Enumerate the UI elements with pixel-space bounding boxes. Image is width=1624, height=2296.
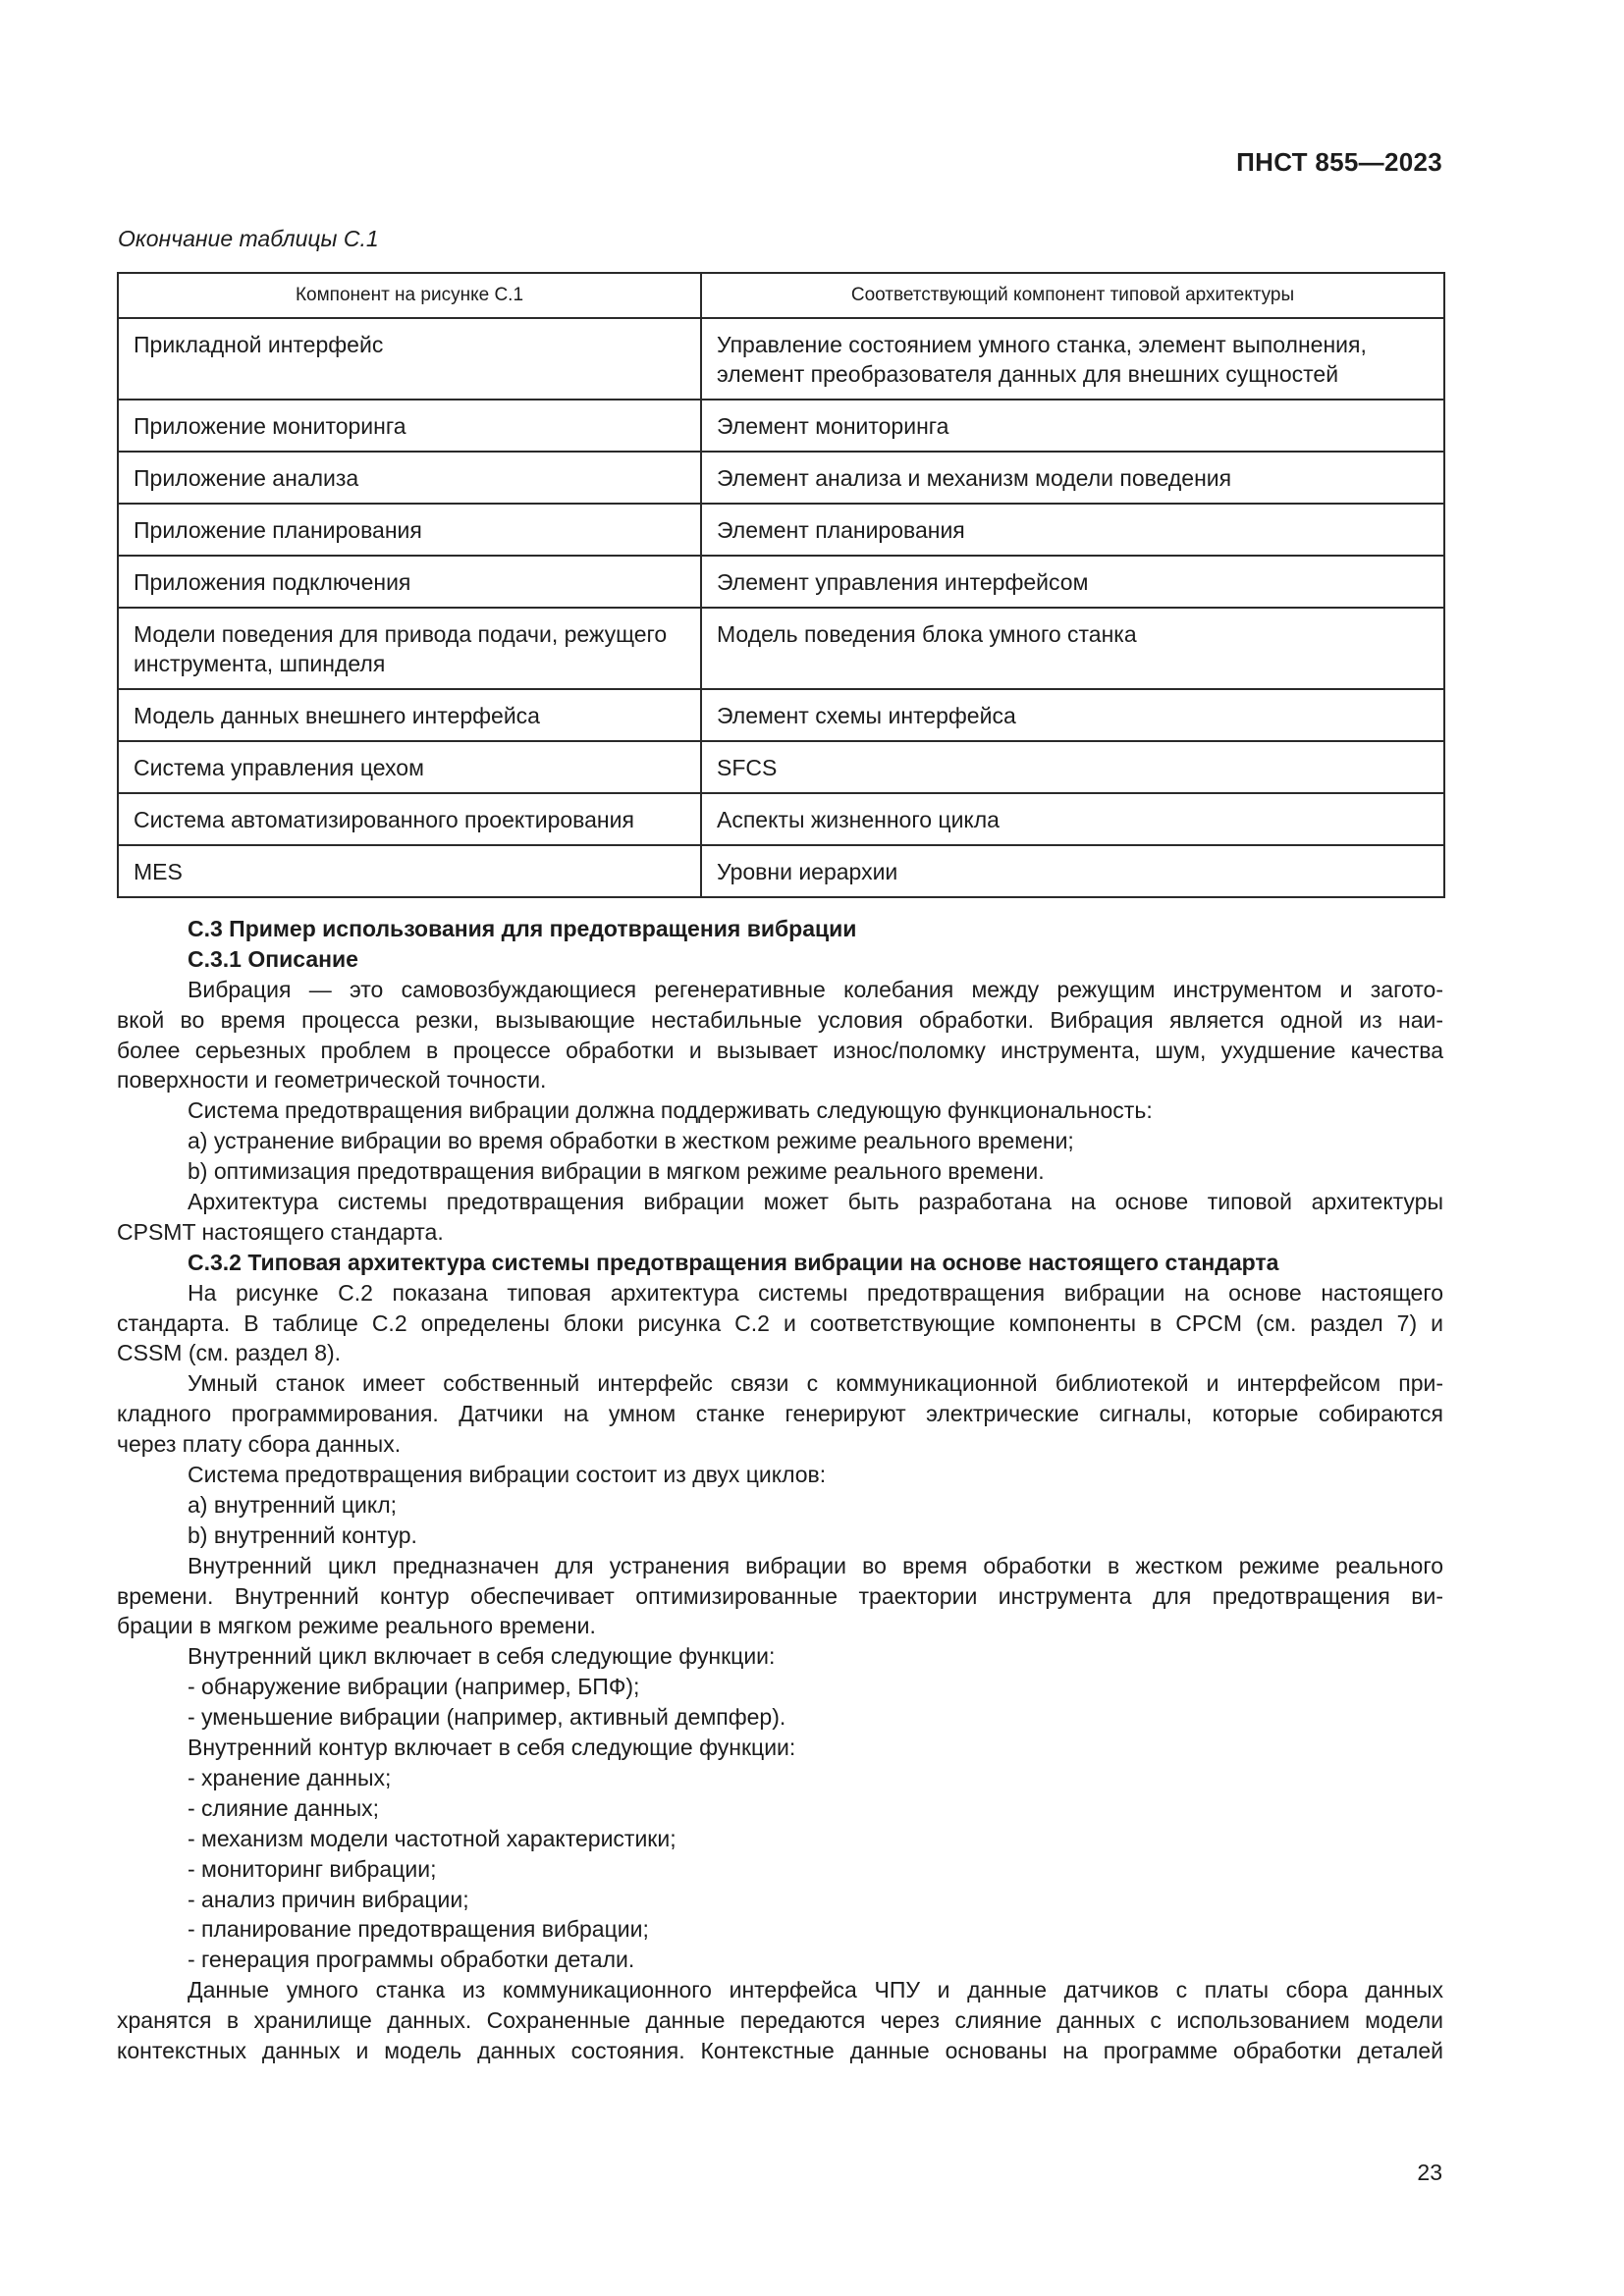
paragraph-line: Данные умного станка из коммуникационного интерфейса ЧПУ и данные датчиков с платы сбора данных xyxy=(188,1977,1443,2003)
list-item: b) внутренний контур. xyxy=(188,1522,417,1548)
list-item: - планирование предотвращения вибрации; xyxy=(188,1916,649,1943)
paragraph-line: кладного программирования. Датчики на умном станке генерируют электрические сигналы, которые собираются xyxy=(117,1401,1443,1427)
list-item: a) внутренний цикл; xyxy=(188,1491,398,1518)
paragraph-line: Архитектура системы предотвращения вибрации может быть разработана на основе типовой архитектуры xyxy=(188,1189,1443,1215)
list-item: - мониторинг вибрации; xyxy=(188,1855,437,1882)
paragraph-line: Внутренний контур включает в себя следующие функции: xyxy=(188,1735,796,1761)
paragraph-line: хранятся в хранилище данных. Сохраненные данные передаются через слияние данных с использованием модели xyxy=(117,2007,1443,2034)
subsection-heading: С.3.2 Типовая архитектура системы предотвращения вибрации на основе настоящего стандарта xyxy=(188,1249,1279,1275)
table-row xyxy=(118,608,1444,689)
list-item: - генерация программы обработки детали. xyxy=(188,1947,635,1973)
paragraph-line: CPSMT настоящего стандарта. xyxy=(117,1218,444,1245)
list-item: a) устранение вибрации во время обработки в жестком режиме реального времени; xyxy=(188,1128,1074,1154)
component-cell: Приложение мониторинга xyxy=(118,400,701,452)
architecture-cell: Элемент планирования xyxy=(701,504,1444,556)
architecture-cell: Аспекты жизненного цикла xyxy=(701,793,1444,845)
component-cell: Приложения подключения xyxy=(118,556,701,608)
paragraph-line: контекстных данных и модель данных состояния. Контекстные данные основаны на программе обработки деталей xyxy=(117,2037,1443,2063)
architecture-cell: Уровни иерархии xyxy=(701,845,1444,897)
component-cell: Приложение анализа xyxy=(118,452,701,504)
table-row xyxy=(118,845,1444,897)
table-caption: Окончание таблицы С.1 xyxy=(118,226,379,251)
list-item: - уменьшение вибрации (например, активный демпфер). xyxy=(188,1704,786,1731)
component-cell: Прикладной интерфейс xyxy=(118,318,701,400)
component-cell: MES xyxy=(118,845,701,897)
paragraph-line: CSSM (см. раздел 8). xyxy=(117,1340,342,1366)
paragraph-line: стандарта. В таблице С.2 определены блоки рисунка С.2 и соответствующие компоненты в CPCM (см. раздел 7) и xyxy=(117,1309,1443,1336)
component-cell: Модели поведения для привода подачи, режущего инструмента, шпинделя xyxy=(118,608,701,689)
paragraph-line: более серьезных проблем в процессе обработки и вызывает износ/поломку инструмента, шум, ухудшение качества xyxy=(117,1037,1443,1063)
architecture-cell: Элемент анализа и механизм модели поведения xyxy=(701,452,1444,504)
paragraph-line: вкой во время процесса резки, вызывающие нестабильные условия обработки. Вибрация является одной из наи- xyxy=(117,1006,1443,1033)
table-header-component: Компонент на рисунке С.1 xyxy=(118,273,701,318)
list-item: - механизм модели частотной характеристики; xyxy=(188,1825,677,1851)
paragraph-line: Система предотвращения вибрации состоит из двух циклов: xyxy=(188,1462,827,1488)
component-cell: Приложение планирования xyxy=(118,504,701,556)
list-item: - хранение данных; xyxy=(188,1764,392,1790)
section-heading: С.3 Пример использования для предотвращения вибрации xyxy=(188,916,857,941)
architecture-cell: Модель поведения блока умного станка xyxy=(701,608,1444,689)
component-cell: Модель данных внешнего интерфейса xyxy=(118,689,701,741)
paragraph-line: через плату сбора данных. xyxy=(117,1431,402,1458)
table-header-architecture: Соответствующий компонент типовой архитектуры xyxy=(701,273,1444,318)
paragraph-line: Умный станок имеет собственный интерфейс связи с коммуникационной библиотекой и интерфейсом при- xyxy=(188,1370,1443,1397)
component-cell: Система автоматизированного проектирования xyxy=(118,793,701,845)
architecture-cell: Элемент управления интерфейсом xyxy=(701,556,1444,608)
table-row xyxy=(118,556,1444,608)
architecture-cell: Управление состоянием умного станка, элемент выполнения, элемент преобразователя данных для внешних сущностей xyxy=(701,318,1444,400)
table-row xyxy=(118,452,1444,504)
paragraph-line: Внутренний цикл включает в себя следующие функции: xyxy=(188,1643,776,1670)
table-row xyxy=(118,318,1444,400)
list-item: b) оптимизация предотвращения вибрации в мягком режиме реального времени. xyxy=(188,1158,1045,1185)
paragraph-line: Вибрация — это самовозбуждающиеся регенеративные колебания между режущим инструментом и загото- xyxy=(188,976,1443,1002)
list-item: - обнаружение вибрации (например, БПФ); xyxy=(188,1674,640,1700)
table-header-row xyxy=(118,273,1444,318)
page-number: 23 xyxy=(1417,2160,1442,2185)
paragraph-line: брации в мягком режиме реального времени. xyxy=(117,1613,596,1639)
list-item: - слияние данных; xyxy=(188,1794,380,1821)
document-code: ПНСТ 855—2023 xyxy=(1236,147,1442,177)
paragraph-line: поверхности и геометрической точности. xyxy=(117,1067,547,1094)
list-item: - анализ причин вибрации; xyxy=(188,1886,469,1912)
architecture-cell: Элемент мониторинга xyxy=(701,400,1444,452)
body-text xyxy=(117,914,1443,2066)
component-cell: Система управления цехом xyxy=(118,741,701,793)
paragraph-line: Система предотвращения вибрации должна поддерживать следующую функциональность: xyxy=(188,1097,1153,1124)
table-row xyxy=(118,741,1444,793)
architecture-cell: Элемент схемы интерфейса xyxy=(701,689,1444,741)
table-row xyxy=(118,689,1444,741)
components-table xyxy=(117,272,1445,898)
architecture-cell: SFCS xyxy=(701,741,1444,793)
table-row xyxy=(118,504,1444,556)
paragraph-line: времени. Внутренний контур обеспечивает оптимизированные траектории инструмента для предотвращения ви- xyxy=(117,1582,1443,1609)
table-row xyxy=(118,400,1444,452)
table-row xyxy=(118,793,1444,845)
subsection-heading: С.3.1 Описание xyxy=(188,945,358,972)
paragraph-line: На рисунке С.2 показана типовая архитектура системы предотвращения вибрации на основе настоящего xyxy=(188,1279,1443,1306)
paragraph-line: Внутренний цикл предназначен для устранения вибрации во время обработки в жестком режиме реального xyxy=(188,1552,1443,1578)
